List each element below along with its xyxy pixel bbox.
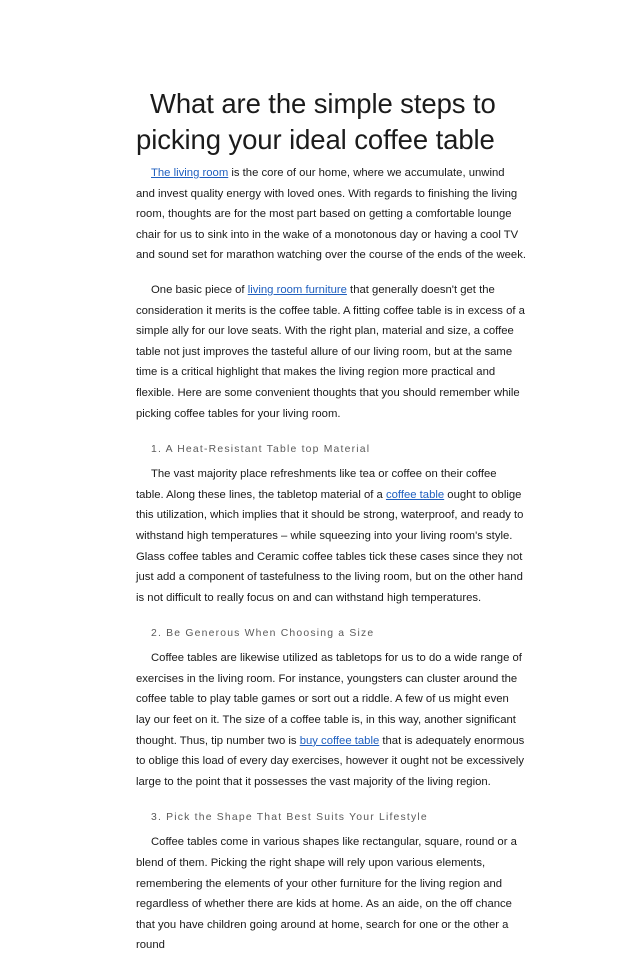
paragraph-intro-text: is the core of our home, where we accumulate, unwind and invest quality energy with loved ones. With regards to finishing the living room, thoughts are for the most part based on getting a comfortable lounge chair for us to sink into in the wake of a monotonous day or having a cool TV and sound set for marathon watching over the course of the ends of the week. [136,167,526,262]
buy-coffee-table-link[interactable]: buy coffee table [299,734,380,747]
paragraph-section-3-text: Coffee tables come in various shapes like rectangular, square, round or a blend of them. Picking the right shape will rely upon various elements, remembering the elements of your other furniture for the living region and regardless of whether there are kids at home. As an aide, on the off chance that you have children going around at home, search for one or the other a round [136,836,517,952]
paragraph-section-2-before: Coffee tables are likewise utilized as tabletops for us to do a wide range of exercises in the living room. For instance, youngsters can cluster around the coffee table to play table games or sort out a riddle. A few of us might even lay our feet on it. The size of a coffee table is, in this way, another significant thought. Thus, tip number two is [136,652,522,747]
paragraph-section-2-after: that is adequately enormous to oblige this load of every day exercises, however it ought not be excessively large to the point that it possesses the vast majority of the living region. [136,734,525,788]
section-heading-2: 2. Be Generous When Choosing a Size [151,628,375,640]
coffee-table-link[interactable]: coffee table [385,488,445,501]
paragraph-coffee-table-before: One basic piece of [151,283,248,296]
paragraph-section-1 [136,464,526,608]
paragraph-intro [136,163,526,266]
page-title [136,86,526,158]
paragraph-section-1-after: ought to oblige this utilization, which implies that it should be strong, waterproof, and ready to withstand high temperatures – while squeezing into your living room's style. Glass coffee tables and Ceramic coffee tables tick these cases since they not just add a component of tastefulness to the living room, but on the other hand is not difficult to really focus on and can withstand high temperatures. [136,488,524,604]
page-title-line-1: What are the simple steps to [150,88,496,119]
living-room-furniture-link[interactable]: living room furniture [247,283,347,296]
paragraph-coffee-table-after: that generally doesn't get the consideration it merits is the coffee table. A fitting coffee table is in excess of a simple ally for our love seats. With the right plan, material and size, a coffee table not just improves the tasteful allure of our living room, but at the same time is a critical highlight that makes the living region more practical and flexible. Here are some convenient thoughts that you should remember while picking coffee tables for your living room. [136,283,525,420]
paragraph-coffee-table [136,280,526,424]
paragraph-section-2 [136,648,526,792]
paragraph-section-1-before: The vast majority place refreshments like tea or coffee on their coffee table. Along these lines, the tabletop material of a [136,468,497,501]
page-title-line-2: picking your ideal coffee table [136,124,495,155]
section-heading-1: 1. A Heat-Resistant Table top Material [151,444,371,456]
section-heading-3: 3. Pick the Shape That Best Suits Your Lifestyle [151,812,428,824]
living-room-link[interactable]: The living room [151,167,229,179]
paragraph-section-3 [136,832,526,956]
